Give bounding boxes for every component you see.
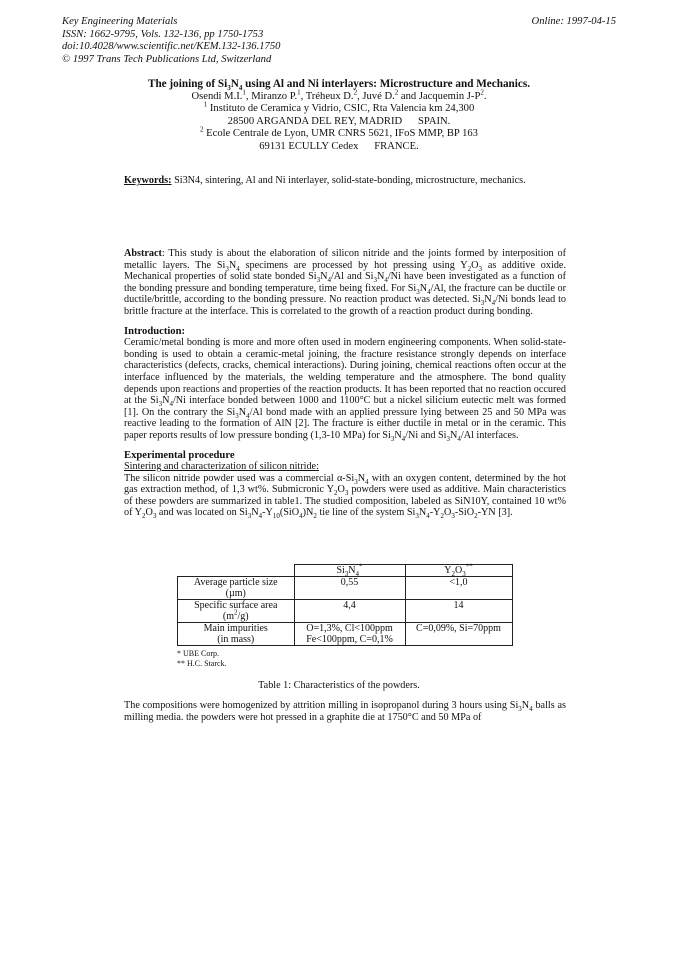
issn-line: ISSN: 1662-9795, Vols. 132-136, pp 1750-1753: [62, 28, 264, 40]
footnote-ube: * UBE Corp.: [177, 649, 219, 658]
abstract: Abstract: This study is about the elaboration of silicon nitride and the joints formed by interposition of metallic layers. The $Si_3N_4$ specimens are processed by hot pressing using $Y_2O_3$ as additive oxide. Mechanical properties of solid state bonded $Si_3N_4/Al$ and $Si_3N_4/Ni$ have been investigated as a function of the bonding pressure and bonding temperature, time being fixed. For $Si_3N_4/Al$, the fracture can be ductile or ductile/brittle, according to the bonding pressure. No reaction product was detected. $Si_3N_4/Ni$ bonds lead to brittle fracture at the interface. This is correlated to the growth of a reaction product during bonding.: [124, 248, 567, 317]
table-corner-cell: [178, 565, 295, 577]
experimental-paragraph: The silicon nitride powder used was a commercial $\alpha-Si_3N_4$ with an oxygen content, determined by the hot gas extraction method, of 1,3 wt%. Submicronic $Y_2O_3$ powders were used as additive. Main characteristics of these powders are summarized in table1. The studied composition, labeled as SiN10Y, contained 10 wt% of $Y_2O_3$ and was located on $Si_3N_4-Y_{10}(SiO_4)N_2$ tie line of the system $Si_3N_4-Y_2O_3-SiO_2-YN$ [3].: [124, 472, 566, 521]
affiliation-2: $^2$ Ecole Centrale de Lyon, UMR CNRS 5621, IFoS MMP, BP 163: [200, 125, 478, 140]
table-cell: <1,0: [405, 577, 512, 600]
journal-name: Key Engineering Materials: [62, 16, 178, 27]
table-cell: O=1,3%, Cl<100ppm Fe<100ppm, C=0,1%: [294, 623, 405, 646]
author-list: Osendi M.I.$^1$, Miranzo P.$^1$, Tréheux D.$^2$, Juvé D.$^2$ and Jacquemin $J-P^2$.: [191, 88, 487, 102]
copyright-line: © 1997 Trans Tech Publications Ltd, Switzerland: [62, 53, 272, 65]
introduction-heading: Introduction:: [124, 325, 186, 337]
table-header-si3n4: $Si_3N_4^*$: [294, 565, 405, 577]
table-header-row: [178, 565, 513, 577]
sintering-subheading: Sintering and characterization of silicon nitride:: [124, 461, 319, 473]
keywords: [124, 175, 616, 186]
affiliation-1: $^1$ Instituto de Ceramica y Vidrio, CSIC, Rta Valencia km 24,300: [203, 100, 475, 115]
table-footnotes: [177, 649, 227, 669]
table-row-label: Specific surface area $(m^2/g)$: [178, 600, 295, 623]
keywords-label: Keywords:: [124, 175, 172, 186]
table-row: [178, 600, 513, 623]
footnote-starck: ** H.C. Starck.: [177, 659, 227, 668]
table-cell: C=0,09%, Si=70ppm: [405, 623, 512, 646]
table-cell: 0,55: [294, 577, 405, 600]
affiliation-2-address: 69131 ECULLY Cedex FRANCE.: [259, 140, 419, 152]
table-row: [178, 577, 513, 600]
table-header-y2o3: $Y_2O_3^{**}$: [405, 565, 512, 577]
online-date: Online: 1997-04-15: [531, 16, 616, 27]
table-row-label: Average particle size (µm): [178, 577, 295, 600]
continuation-paragraph: The compositions were homogenized by attrition milling in isopropanol during 3 hours using $Si_3N_4$ balls as milling media. the powders were hot pressed in a graphite die at 1750°C and 50 MPa of: [124, 700, 567, 723]
title-block: [62, 78, 616, 154]
doi-line: doi:10.4028/www.scientific.net/KEM.132-136.1750: [62, 41, 281, 53]
keywords-text: Si3N4, sintering, Al and Ni interlayer, solid-state-bonding, microstructure, mechanics.: [171, 175, 526, 186]
paper-title: The joining of $Si_3N_4$ using Al and Ni interlayers: Microstructure and Mechanics.: [147, 78, 530, 93]
body-text: [124, 248, 566, 519]
page-header: [62, 16, 616, 66]
table-row-label: Main impurities (in mass): [178, 623, 295, 646]
affiliation-1-address: 28500 ARGANDA DEL REY, MADRID SPAIN.: [227, 115, 451, 127]
table-cell: 4,4: [294, 600, 405, 623]
experimental-heading: Experimental procedure: [124, 449, 235, 461]
introduction-paragraph: Ceramic/metal bonding is more and more often used in modern engineering components. When solid-state-bonding is used to obtain a ceramic-metal joining, the fracture resistance strongly depends on interface characteristics (defects, cracks, chemical interactions). During joining, chemical reactions often occur at the interface influenced by the materials, the welding temperature and the atmosphere. The bond quality depends upon reactions and properties of the reaction products. It has been reported that no reaction occured at the $Si_3N_4/Ni$ interface bonded between 1000 and 1100°C but a nickel silicium eutectic melt was formed [1]. On the contrary the $Si_3N_4/Al$ bond made with an applied pressure lying between 25 and 50 MPa was reactive leading to the formation of AlN [2]. The fracture is either ductile in metal or in the ceramic. This paper reports results of low pressure bonding (1,3-10 MPa) for $Si_3N_4/Ni$ and $Si_3N_4/Al$ interfaces.: [124, 337, 566, 443]
table-caption: Table 1: Characteristics of the powders.: [258, 680, 420, 691]
powder-characteristics-table: [177, 564, 513, 646]
table-cell: 14: [405, 600, 512, 623]
table-row: [178, 623, 513, 646]
